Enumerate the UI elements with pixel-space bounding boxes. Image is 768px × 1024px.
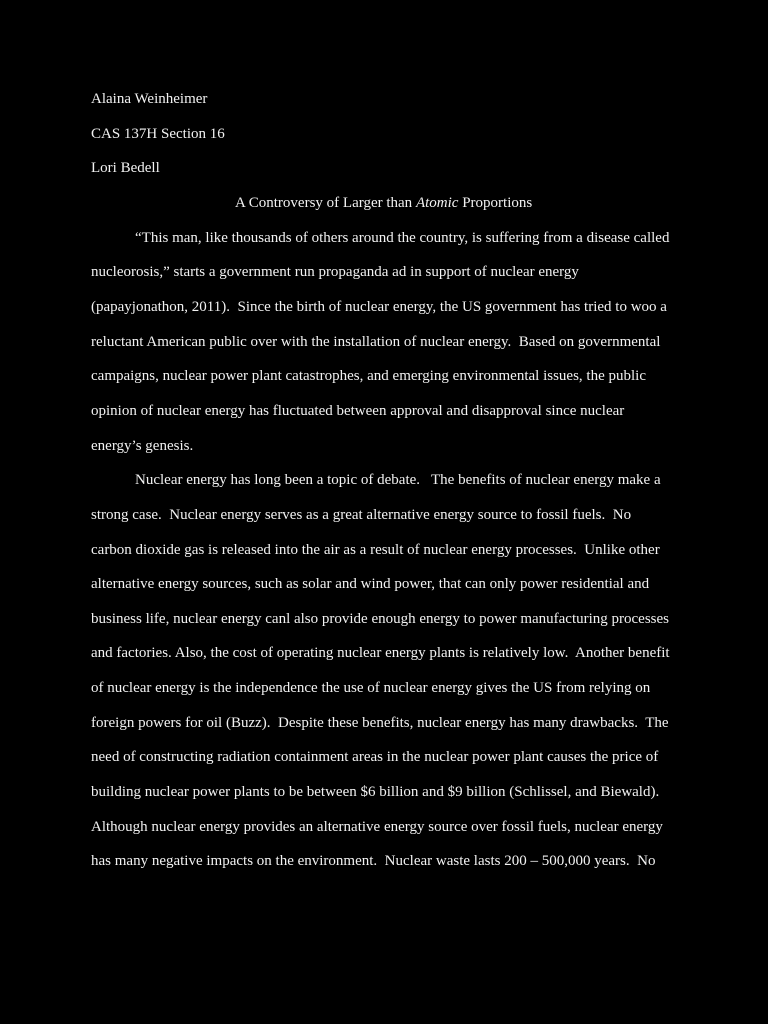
author-name: Alaina Weinheimer	[91, 91, 208, 107]
paragraph-2-line: Although nuclear energy provides an alternative energy source over fossil fuels, nuclear energy	[91, 819, 663, 835]
paragraph-1-line: opinion of nuclear energy has fluctuated between approval and disapproval since nuclear	[91, 403, 625, 419]
paragraph-1-line: campaigns, nuclear power plant catastrophes, and emerging environmental issues, the public	[91, 368, 646, 384]
course-section: CAS 137H Section 16	[91, 126, 225, 142]
paragraph-2-line: of nuclear energy is the independence the use of nuclear energy gives the US from relying on	[91, 680, 651, 696]
paragraph-2-line: alternative energy sources, such as solar and wind power, that can only power residential and	[91, 576, 650, 592]
paragraph-2-line: business life, nuclear energy canl also provide enough energy to power manufacturing processes	[91, 611, 670, 627]
paragraph-2-line: Nuclear energy has long been a topic of debate. The benefits of nuclear energy make a	[135, 472, 661, 488]
essay-title-end: Proportions	[458, 195, 533, 211]
paragraph-1-line: (papayjonathon, 2011). Since the birth of nuclear energy, the US government has tried to woo a	[91, 299, 667, 315]
paragraph-1-line: energy’s genesis.	[91, 438, 194, 454]
paragraph-2-line: and factories. Also, the cost of operating nuclear energy plants is relatively low. Another benefit	[91, 645, 670, 661]
paragraph-2-line: carbon dioxide gas is released into the air as a result of nuclear energy processes. Unlike other	[91, 542, 660, 558]
paragraph-2-line: foreign powers for oil (Buzz). Despite these benefits, nuclear energy has many drawbacks. The	[91, 715, 669, 731]
paragraph-1-line: nucleorosis,” starts a government run propaganda ad in support of nuclear energy	[91, 264, 579, 280]
paragraph-1-line: reluctant American public over with the installation of nuclear energy. Based on governmental	[91, 334, 661, 350]
paragraph-2-line: has many negative impacts on the environment. Nuclear waste lasts 200 – 500,000 years. No	[91, 853, 656, 869]
paragraph-1-line: “This man, like thousands of others around the country, is suffering from a disease called	[135, 230, 670, 246]
essay-title-italic-word: Atomic	[415, 195, 459, 211]
essay-title	[235, 194, 532, 212]
paragraph-2-line: building nuclear power plants to be between $6 billion and $9 billion (Schlissel, and Biewald).	[91, 784, 660, 800]
essay-title-start: A Controversy of Larger than	[235, 195, 416, 211]
paragraph-2-line: strong case. Nuclear energy serves as a great alternative energy source to fossil fuels. No	[91, 507, 632, 523]
paragraph-2-line: need of constructing radiation containment areas in the nuclear power plant causes the price of	[91, 749, 659, 765]
instructor-name: Lori Bedell	[91, 160, 160, 176]
